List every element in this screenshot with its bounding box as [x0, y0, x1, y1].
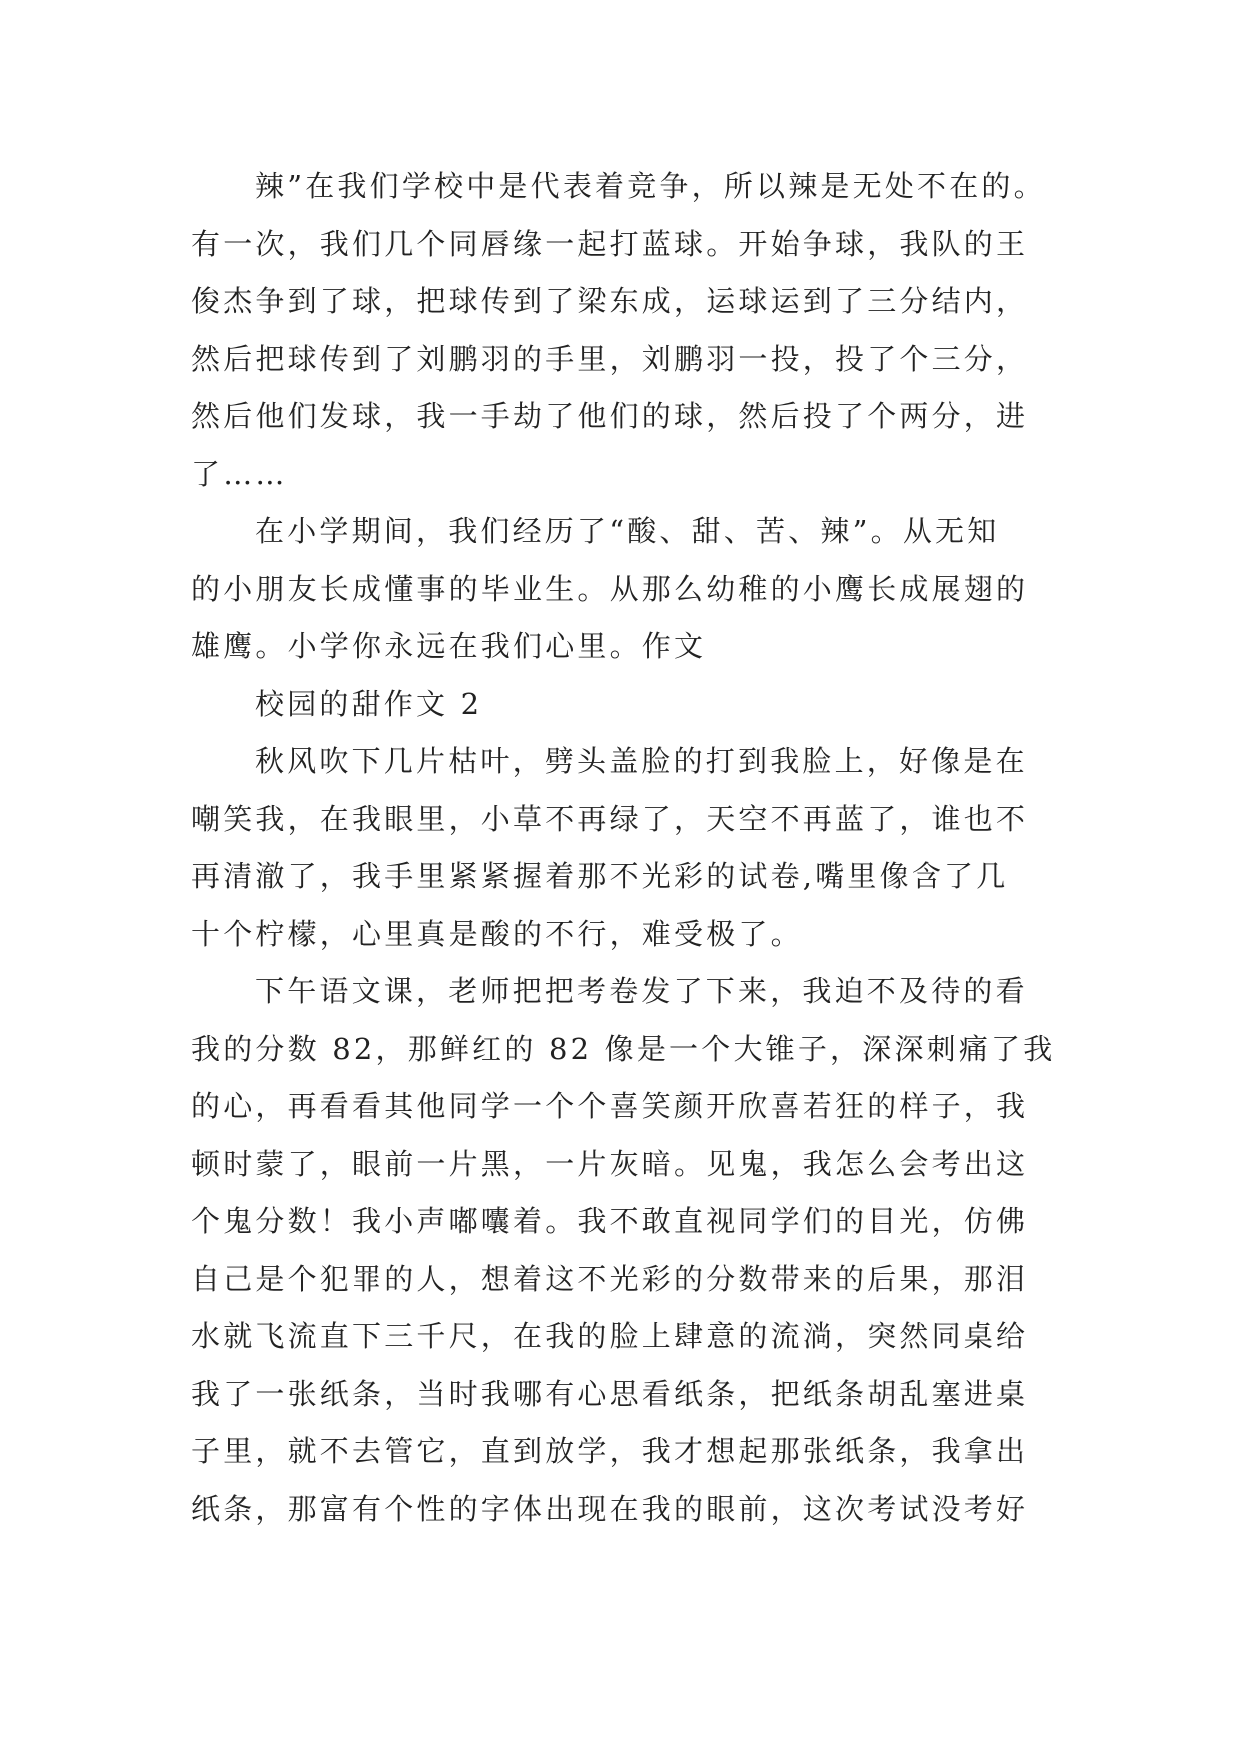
text-line: 然后他们发球，我一手劫了他们的球，然后投了个两分，进 [191, 399, 1029, 433]
text-line: 在小学期间，我们经历了“酸、甜、苦、辣”。从无知 [255, 514, 1000, 548]
text-line: 了…… [191, 456, 288, 491]
text-line: 嘲笑我，在我眼里，小草不再绿了，天空不再蓝了，谁也不 [191, 801, 1029, 836]
text-line: 的心，再看看其他同学一个个喜笑颜开欣喜若狂的样子，我 [191, 1089, 1029, 1123]
text-line: 子里，就不去管它，直到放学，我才想起那张纸条，我拿出 [191, 1434, 1029, 1468]
text-line: 的小朋友长成懂事的毕业生。从那么幼稚的小鹰长成展翅的 [191, 571, 1029, 606]
text-line: 我的分数 82，那鲜红的 82 像是一个大锥子，深深刺痛了我 [191, 1031, 1056, 1066]
text-line: 然后把球传到了刘鹏羽的手里，刘鹏羽一投，投了个三分， [191, 341, 1029, 376]
text-line: 顿时蒙了，眼前一片黑，一片灰暗。见鬼，我怎么会考出这 [191, 1146, 1029, 1181]
text-line: 我了一张纸条，当时我哪有心思看纸条，把纸条胡乱塞进桌 [191, 1376, 1029, 1411]
text-line: 纸条，那富有个性的字体出现在我的眼前，这次考试没考好 [191, 1491, 1029, 1526]
section-heading: 校园的甜作文 2 [255, 686, 483, 721]
text-line: 下午语文课，老师把把考卷发了下来，我迫不及待的看 [255, 974, 1028, 1008]
text-line: 十个柠檬，心里真是酸的不行，难受极了。 [191, 916, 803, 951]
text-line: 自己是个犯罪的人，想着这不光彩的分数带来的后果，那泪 [191, 1261, 1029, 1296]
text-line: 有一次，我们几个同唇缘一起打蓝球。开始争球，我队的王 [191, 226, 1029, 261]
text-line: 水就飞流直下三千尺，在我的脸上肆意的流淌，突然同桌给 [191, 1319, 1029, 1353]
text-line: 辣”在我们学校中是代表着竞争，所以辣是无处不在的。 [255, 169, 1046, 203]
text-line: 秋风吹下几片枯叶，劈头盖脸的打到我脸上，好像是在 [255, 744, 1028, 778]
text-line: 雄鹰。小学你永远在我们心里。作文 [191, 629, 707, 663]
text-line: 再清澈了，我手里紧紧握着那不光彩的试卷,嘴里像含了几 [191, 859, 1009, 893]
text-line: 个鬼分数！我小声嘟囔着。我不敢直视同学们的目光，仿佛 [191, 1204, 1029, 1238]
text-line: 俊杰争到了球，把球传到了梁东成，运球运到了三分结内， [191, 284, 1029, 318]
document-body [191, 158, 1061, 1538]
